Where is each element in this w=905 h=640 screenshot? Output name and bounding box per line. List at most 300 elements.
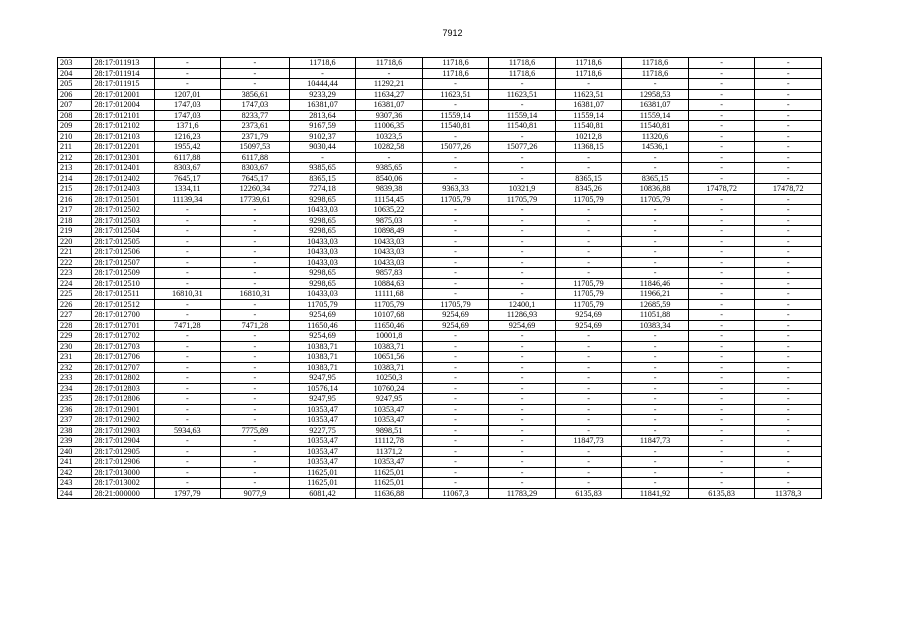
value-cell: - bbox=[221, 404, 290, 415]
value-cell: - bbox=[688, 163, 755, 174]
value-cell: 9227,75 bbox=[289, 425, 356, 436]
value-cell: 10760,24 bbox=[356, 383, 423, 394]
row-number-cell: 242 bbox=[58, 467, 92, 478]
value-cell: - bbox=[755, 68, 822, 79]
value-cell: 11705,79 bbox=[555, 278, 622, 289]
value-cell: - bbox=[755, 404, 822, 415]
value-cell: - bbox=[755, 415, 822, 426]
value-cell: - bbox=[422, 478, 489, 489]
row-number-cell: 224 bbox=[58, 278, 92, 289]
table-row bbox=[58, 488, 822, 499]
value-cell: 9875,03 bbox=[356, 215, 423, 226]
value-cell: - bbox=[154, 247, 221, 258]
table-row bbox=[58, 394, 822, 405]
value-cell: 10321,9 bbox=[489, 184, 556, 195]
value-cell: - bbox=[555, 331, 622, 342]
value-cell: 9298,65 bbox=[289, 194, 356, 205]
value-cell: 10898,49 bbox=[356, 226, 423, 237]
table-row bbox=[58, 352, 822, 363]
value-cell: - bbox=[688, 79, 755, 90]
value-cell: - bbox=[622, 236, 689, 247]
value-cell: - bbox=[755, 278, 822, 289]
value-cell: - bbox=[489, 331, 556, 342]
value-cell: - bbox=[221, 257, 290, 268]
table-row bbox=[58, 226, 822, 237]
value-cell: - bbox=[622, 457, 689, 468]
value-cell: - bbox=[555, 373, 622, 384]
table-row bbox=[58, 89, 822, 100]
row-number-cell: 217 bbox=[58, 205, 92, 216]
value-cell: 11705,79 bbox=[622, 194, 689, 205]
value-cell: - bbox=[154, 268, 221, 279]
value-cell: - bbox=[356, 152, 423, 163]
cadastral-code-cell: 28:17:012502 bbox=[92, 205, 154, 216]
value-cell: - bbox=[755, 341, 822, 352]
value-cell: 10433,03 bbox=[356, 236, 423, 247]
row-number-cell: 223 bbox=[58, 268, 92, 279]
table-row bbox=[58, 131, 822, 142]
value-cell: 12958,53 bbox=[622, 89, 689, 100]
value-cell: - bbox=[755, 373, 822, 384]
value-cell: - bbox=[154, 299, 221, 310]
value-cell: 8540,06 bbox=[356, 173, 423, 184]
value-cell: - bbox=[755, 289, 822, 300]
table-row bbox=[58, 173, 822, 184]
value-cell: 12260,34 bbox=[221, 184, 290, 195]
value-cell: - bbox=[622, 257, 689, 268]
value-cell: 15077,26 bbox=[489, 142, 556, 153]
value-cell: 17478,72 bbox=[688, 184, 755, 195]
row-number-cell: 234 bbox=[58, 383, 92, 394]
cadastral-code-cell: 28:17:012507 bbox=[92, 257, 154, 268]
cadastral-code-cell: 28:21:000000 bbox=[92, 488, 154, 499]
value-cell: 9385,65 bbox=[289, 163, 356, 174]
value-cell: - bbox=[555, 205, 622, 216]
value-cell: - bbox=[755, 152, 822, 163]
table-row bbox=[58, 58, 822, 69]
value-cell: - bbox=[422, 352, 489, 363]
data-table bbox=[57, 57, 822, 499]
value-cell: - bbox=[221, 205, 290, 216]
value-cell: - bbox=[289, 68, 356, 79]
row-number-cell: 228 bbox=[58, 320, 92, 331]
value-cell: - bbox=[422, 236, 489, 247]
value-cell: - bbox=[221, 415, 290, 426]
value-cell: 10001,8 bbox=[356, 331, 423, 342]
cadastral-code-cell: 28:17:012401 bbox=[92, 163, 154, 174]
row-number-cell: 238 bbox=[58, 425, 92, 436]
value-cell: - bbox=[489, 415, 556, 426]
row-number-cell: 222 bbox=[58, 257, 92, 268]
value-cell: 1747,03 bbox=[154, 110, 221, 121]
value-cell: 10383,34 bbox=[622, 320, 689, 331]
value-cell: - bbox=[221, 394, 290, 405]
row-number-cell: 204 bbox=[58, 68, 92, 79]
value-cell: 10433,03 bbox=[289, 257, 356, 268]
value-cell: - bbox=[489, 352, 556, 363]
value-cell: - bbox=[489, 152, 556, 163]
value-cell: - bbox=[221, 436, 290, 447]
value-cell: - bbox=[688, 373, 755, 384]
value-cell: 11705,79 bbox=[289, 299, 356, 310]
table-row bbox=[58, 236, 822, 247]
value-cell: - bbox=[688, 310, 755, 321]
row-number-cell: 212 bbox=[58, 152, 92, 163]
value-cell: - bbox=[622, 247, 689, 258]
value-cell: 15097,53 bbox=[221, 142, 290, 153]
value-cell: 11718,6 bbox=[622, 58, 689, 69]
cadastral-code-cell: 28:17:012906 bbox=[92, 457, 154, 468]
table-row bbox=[58, 247, 822, 258]
value-cell: 11705,79 bbox=[489, 194, 556, 205]
cadastral-code-cell: 28:17:012103 bbox=[92, 131, 154, 142]
table-row bbox=[58, 100, 822, 111]
cadastral-code-cell: 28:17:012904 bbox=[92, 436, 154, 447]
value-cell: 9247,95 bbox=[289, 394, 356, 405]
value-cell: - bbox=[422, 131, 489, 142]
cadastral-code-cell: 28:17:011915 bbox=[92, 79, 154, 90]
value-cell: 2813,64 bbox=[289, 110, 356, 121]
value-cell: 11847,73 bbox=[622, 436, 689, 447]
value-cell: - bbox=[422, 425, 489, 436]
value-cell: - bbox=[688, 100, 755, 111]
value-cell: 6135,83 bbox=[555, 488, 622, 499]
value-cell: - bbox=[221, 278, 290, 289]
value-cell: - bbox=[755, 299, 822, 310]
value-cell: - bbox=[422, 331, 489, 342]
value-cell: - bbox=[755, 142, 822, 153]
value-cell: 11705,79 bbox=[356, 299, 423, 310]
value-cell: - bbox=[154, 436, 221, 447]
value-cell: - bbox=[688, 110, 755, 121]
value-cell: 1207,01 bbox=[154, 89, 221, 100]
value-cell: 1216,23 bbox=[154, 131, 221, 142]
value-cell: 11846,46 bbox=[622, 278, 689, 289]
value-cell: - bbox=[555, 425, 622, 436]
value-cell: - bbox=[688, 425, 755, 436]
value-cell: 11718,6 bbox=[422, 68, 489, 79]
table-row bbox=[58, 184, 822, 195]
value-cell: 11368,15 bbox=[555, 142, 622, 153]
value-cell: - bbox=[422, 278, 489, 289]
value-cell: 9857,83 bbox=[356, 268, 423, 279]
value-cell: 11006,35 bbox=[356, 121, 423, 132]
value-cell: - bbox=[422, 457, 489, 468]
value-cell: - bbox=[221, 236, 290, 247]
value-cell: 9254,69 bbox=[555, 320, 622, 331]
value-cell: - bbox=[489, 257, 556, 268]
row-number-cell: 214 bbox=[58, 173, 92, 184]
value-cell: - bbox=[221, 310, 290, 321]
value-cell: 8303,67 bbox=[154, 163, 221, 174]
value-cell: - bbox=[622, 446, 689, 457]
value-cell: 10383,71 bbox=[356, 341, 423, 352]
cadastral-code-cell: 28:17:012706 bbox=[92, 352, 154, 363]
value-cell: - bbox=[555, 394, 622, 405]
value-cell: 10884,63 bbox=[356, 278, 423, 289]
value-cell: 10433,03 bbox=[356, 257, 423, 268]
value-cell: - bbox=[688, 68, 755, 79]
value-cell: - bbox=[755, 121, 822, 132]
cadastral-code-cell: 28:17:012503 bbox=[92, 215, 154, 226]
row-number-cell: 203 bbox=[58, 58, 92, 69]
value-cell: - bbox=[221, 373, 290, 384]
value-cell: - bbox=[755, 131, 822, 142]
value-cell: 10433,03 bbox=[289, 236, 356, 247]
value-cell: - bbox=[489, 163, 556, 174]
value-cell: - bbox=[154, 341, 221, 352]
value-cell: - bbox=[422, 100, 489, 111]
value-cell: 11625,01 bbox=[289, 467, 356, 478]
value-cell: - bbox=[289, 152, 356, 163]
value-cell: - bbox=[422, 163, 489, 174]
value-cell: 9898,51 bbox=[356, 425, 423, 436]
value-cell: 7645,17 bbox=[221, 173, 290, 184]
table-row bbox=[58, 110, 822, 121]
value-cell: - bbox=[154, 467, 221, 478]
value-cell: 10836,88 bbox=[622, 184, 689, 195]
value-cell: - bbox=[422, 467, 489, 478]
value-cell: - bbox=[154, 205, 221, 216]
value-cell: - bbox=[154, 58, 221, 69]
value-cell: - bbox=[622, 404, 689, 415]
value-cell: - bbox=[755, 205, 822, 216]
value-cell: - bbox=[422, 404, 489, 415]
cadastral-code-cell: 28:17:011913 bbox=[92, 58, 154, 69]
value-cell: 16381,07 bbox=[356, 100, 423, 111]
value-cell: 6117,88 bbox=[221, 152, 290, 163]
value-cell: 7471,28 bbox=[221, 320, 290, 331]
value-cell: 11540,81 bbox=[555, 121, 622, 132]
value-cell: - bbox=[154, 383, 221, 394]
row-number-cell: 221 bbox=[58, 247, 92, 258]
value-cell: - bbox=[622, 478, 689, 489]
value-cell: - bbox=[555, 467, 622, 478]
value-cell: - bbox=[688, 415, 755, 426]
value-cell: - bbox=[755, 163, 822, 174]
value-cell: - bbox=[622, 341, 689, 352]
value-cell: - bbox=[755, 215, 822, 226]
value-cell: 11154,45 bbox=[356, 194, 423, 205]
cadastral-code-cell: 28:17:012403 bbox=[92, 184, 154, 195]
value-cell: - bbox=[422, 268, 489, 279]
table-row bbox=[58, 289, 822, 300]
value-cell: 9298,65 bbox=[289, 278, 356, 289]
value-cell: 9254,69 bbox=[289, 331, 356, 342]
value-cell: - bbox=[422, 226, 489, 237]
value-cell: - bbox=[622, 268, 689, 279]
value-cell: 10353,47 bbox=[289, 457, 356, 468]
value-cell: 10444,44 bbox=[289, 79, 356, 90]
row-number-cell: 219 bbox=[58, 226, 92, 237]
value-cell: 11559,14 bbox=[622, 110, 689, 121]
cadastral-code-cell: 28:17:013002 bbox=[92, 478, 154, 489]
table-row bbox=[58, 268, 822, 279]
table-row bbox=[58, 299, 822, 310]
value-cell: 9298,65 bbox=[289, 215, 356, 226]
value-cell: 9839,38 bbox=[356, 184, 423, 195]
value-cell: - bbox=[221, 79, 290, 90]
row-number-cell: 216 bbox=[58, 194, 92, 205]
value-cell: - bbox=[489, 436, 556, 447]
table-row bbox=[58, 383, 822, 394]
row-number-cell: 208 bbox=[58, 110, 92, 121]
value-cell: 14536,1 bbox=[622, 142, 689, 153]
value-cell: - bbox=[688, 194, 755, 205]
cadastral-code-cell: 28:17:012505 bbox=[92, 236, 154, 247]
value-cell: 10383,71 bbox=[356, 362, 423, 373]
value-cell: 6117,88 bbox=[154, 152, 221, 163]
value-cell: - bbox=[489, 79, 556, 90]
table-row bbox=[58, 362, 822, 373]
value-cell: - bbox=[555, 404, 622, 415]
value-cell: - bbox=[154, 226, 221, 237]
value-cell: - bbox=[755, 100, 822, 111]
value-cell: 16381,07 bbox=[622, 100, 689, 111]
table-row bbox=[58, 404, 822, 415]
value-cell: - bbox=[422, 415, 489, 426]
value-cell: - bbox=[755, 331, 822, 342]
value-cell: 11623,51 bbox=[555, 89, 622, 100]
table-row bbox=[58, 373, 822, 384]
value-cell: - bbox=[489, 467, 556, 478]
value-cell: - bbox=[688, 268, 755, 279]
cadastral-code-cell: 28:17:012402 bbox=[92, 173, 154, 184]
value-cell: - bbox=[154, 362, 221, 373]
value-cell: - bbox=[688, 205, 755, 216]
value-cell: 16381,07 bbox=[555, 100, 622, 111]
value-cell: - bbox=[688, 478, 755, 489]
value-cell: - bbox=[555, 257, 622, 268]
table-row bbox=[58, 79, 822, 90]
value-cell: 11540,81 bbox=[489, 121, 556, 132]
row-number-cell: 215 bbox=[58, 184, 92, 195]
cadastral-code-cell: 28:17:012903 bbox=[92, 425, 154, 436]
value-cell: - bbox=[755, 320, 822, 331]
value-cell: 8365,15 bbox=[622, 173, 689, 184]
value-cell: 10353,47 bbox=[289, 404, 356, 415]
value-cell: - bbox=[688, 341, 755, 352]
value-cell: - bbox=[221, 68, 290, 79]
value-cell: - bbox=[489, 131, 556, 142]
cadastral-code-cell: 28:17:012905 bbox=[92, 446, 154, 457]
value-cell: - bbox=[755, 394, 822, 405]
value-cell: - bbox=[154, 236, 221, 247]
value-cell: - bbox=[688, 152, 755, 163]
value-cell: - bbox=[622, 394, 689, 405]
value-cell: 11705,79 bbox=[422, 299, 489, 310]
value-cell: 10353,47 bbox=[356, 404, 423, 415]
value-cell: - bbox=[489, 100, 556, 111]
value-cell: 8345,26 bbox=[555, 184, 622, 195]
cadastral-code-cell: 28:17:011914 bbox=[92, 68, 154, 79]
table-row bbox=[58, 205, 822, 216]
value-cell: - bbox=[422, 247, 489, 258]
value-cell: - bbox=[755, 110, 822, 121]
value-cell: - bbox=[688, 131, 755, 142]
value-cell: - bbox=[489, 404, 556, 415]
value-cell: - bbox=[154, 79, 221, 90]
value-cell: - bbox=[221, 247, 290, 258]
value-cell: 11841,92 bbox=[622, 488, 689, 499]
value-cell: 10353,47 bbox=[289, 446, 356, 457]
cadastral-code-cell: 28:17:012001 bbox=[92, 89, 154, 100]
value-cell: - bbox=[622, 163, 689, 174]
value-cell: - bbox=[221, 341, 290, 352]
value-cell: 8365,15 bbox=[555, 173, 622, 184]
table-body bbox=[58, 58, 822, 499]
value-cell: - bbox=[688, 173, 755, 184]
value-cell: 10433,03 bbox=[289, 205, 356, 216]
value-cell: - bbox=[221, 457, 290, 468]
value-cell: 2373,61 bbox=[221, 121, 290, 132]
row-number-cell: 225 bbox=[58, 289, 92, 300]
value-cell: - bbox=[555, 415, 622, 426]
value-cell: - bbox=[755, 352, 822, 363]
table-row bbox=[58, 446, 822, 457]
row-number-cell: 211 bbox=[58, 142, 92, 153]
row-number-cell: 235 bbox=[58, 394, 92, 405]
row-number-cell: 239 bbox=[58, 436, 92, 447]
value-cell: - bbox=[688, 457, 755, 468]
value-cell: - bbox=[422, 362, 489, 373]
value-cell: - bbox=[154, 310, 221, 321]
cadastral-code-cell: 28:17:012902 bbox=[92, 415, 154, 426]
table-row bbox=[58, 142, 822, 153]
value-cell: - bbox=[622, 215, 689, 226]
value-cell: 11718,6 bbox=[622, 68, 689, 79]
value-cell: - bbox=[755, 247, 822, 258]
value-cell: - bbox=[688, 215, 755, 226]
row-number-cell: 236 bbox=[58, 404, 92, 415]
value-cell: - bbox=[422, 173, 489, 184]
value-cell: 11320,6 bbox=[622, 131, 689, 142]
value-cell: - bbox=[688, 404, 755, 415]
value-cell: - bbox=[755, 362, 822, 373]
value-cell: - bbox=[221, 226, 290, 237]
row-number-cell: 233 bbox=[58, 373, 92, 384]
table-row bbox=[58, 121, 822, 132]
value-cell: - bbox=[688, 257, 755, 268]
value-cell: - bbox=[555, 215, 622, 226]
table-row bbox=[58, 457, 822, 468]
cadastral-code-cell: 28:17:012802 bbox=[92, 373, 154, 384]
value-cell: 11783,29 bbox=[489, 488, 556, 499]
value-cell: 9247,95 bbox=[289, 373, 356, 384]
value-cell: 9307,36 bbox=[356, 110, 423, 121]
value-cell: 9254,69 bbox=[289, 310, 356, 321]
cadastral-code-cell: 28:17:012201 bbox=[92, 142, 154, 153]
value-cell: - bbox=[688, 278, 755, 289]
value-cell: - bbox=[688, 142, 755, 153]
value-cell: - bbox=[622, 152, 689, 163]
value-cell: 11718,6 bbox=[489, 68, 556, 79]
value-cell: 9102,37 bbox=[289, 131, 356, 142]
value-cell: - bbox=[622, 331, 689, 342]
value-cell: - bbox=[755, 310, 822, 321]
value-cell: - bbox=[489, 205, 556, 216]
value-cell: 10383,71 bbox=[289, 341, 356, 352]
value-cell: - bbox=[154, 278, 221, 289]
value-cell: 10353,47 bbox=[356, 415, 423, 426]
value-cell: 11705,79 bbox=[555, 289, 622, 300]
value-cell: - bbox=[555, 163, 622, 174]
value-cell: - bbox=[688, 446, 755, 457]
value-cell: - bbox=[422, 215, 489, 226]
row-number-cell: 213 bbox=[58, 163, 92, 174]
value-cell: 10250,3 bbox=[356, 373, 423, 384]
value-cell: - bbox=[489, 394, 556, 405]
